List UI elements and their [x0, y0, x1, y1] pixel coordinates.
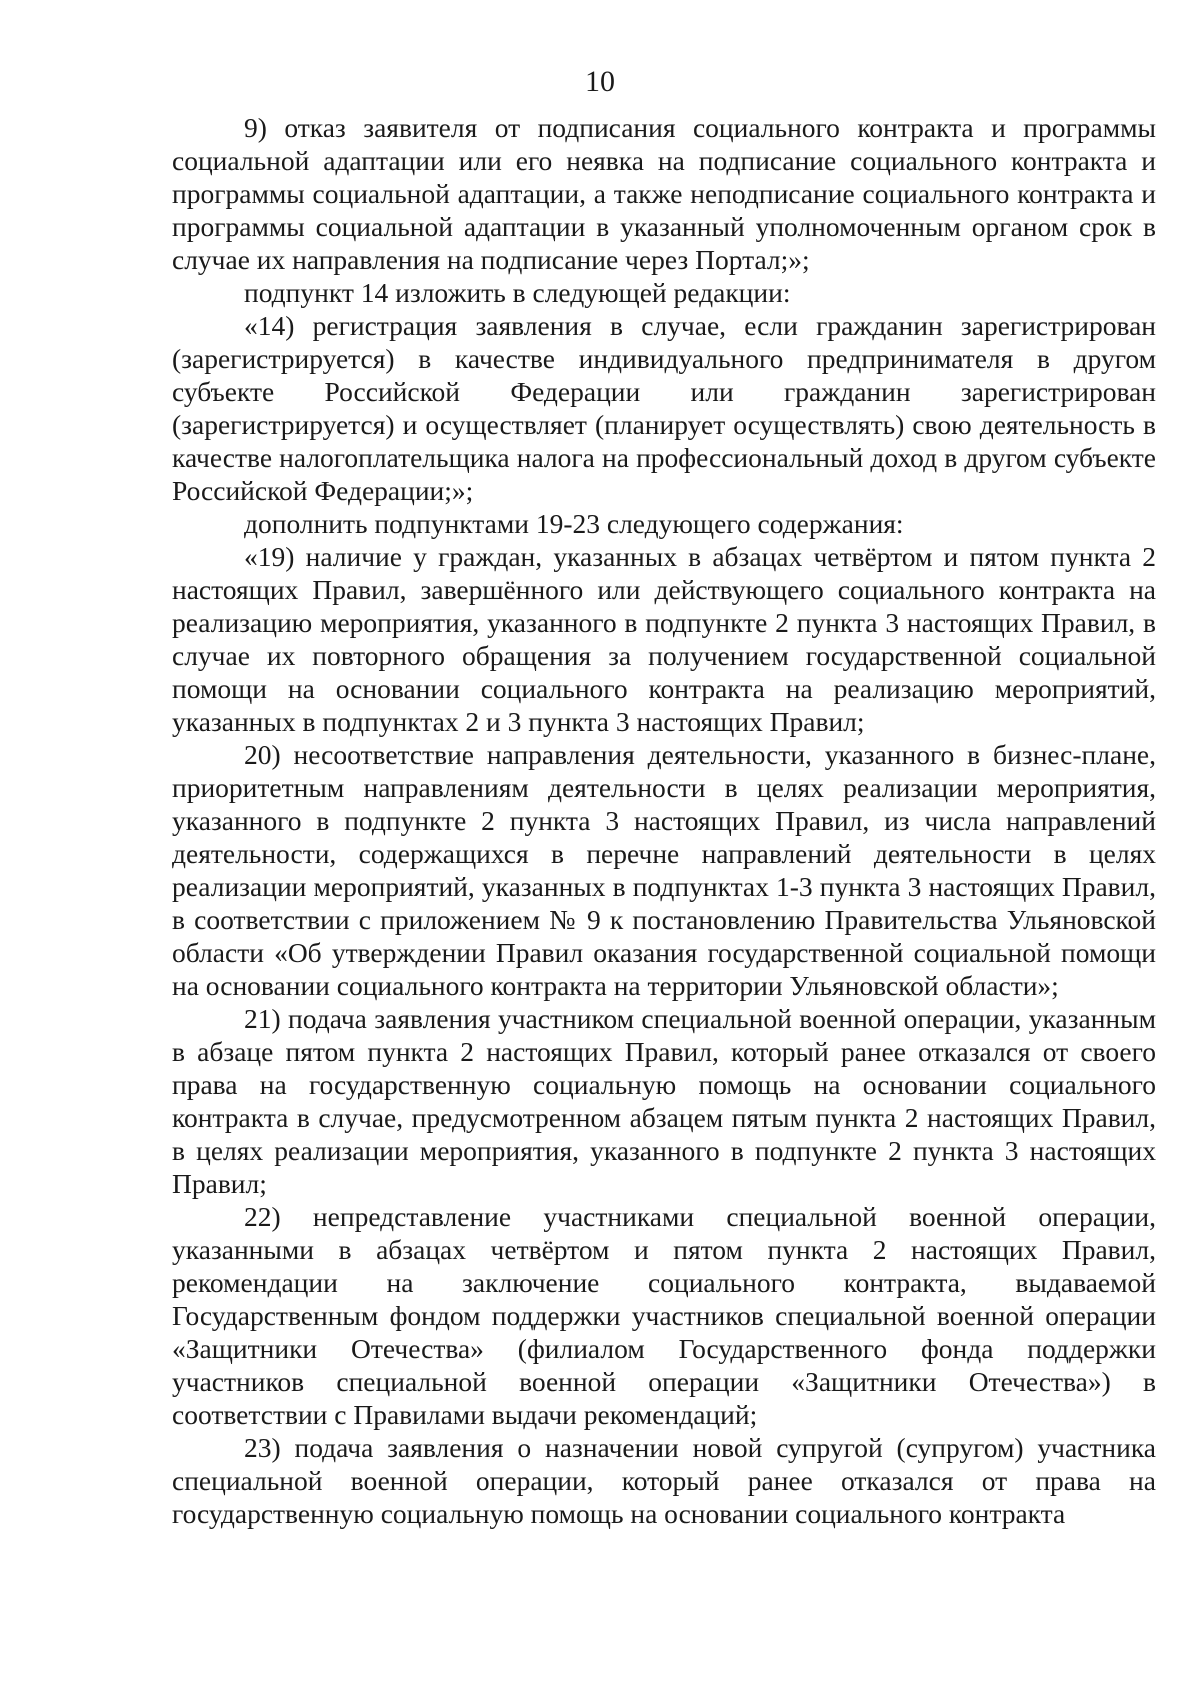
paragraph-instruction-19-23: дополнить подпунктами 19-23 следующего содержания:: [244, 508, 904, 539]
paragraph-item-14: «14) регистрация заявления в случае, если гражданин зарегистрирован (зарегистрируется) в качестве индивидуального предпринимателя в другом субъекте Российской Федерации или гражданин зарегистрирован (зарегистрируется) и осуществляет (планирует осуществлять) свою деятельность в качестве налогоплательщика налога на профессиональный доход в другом субъекте Российской Федерации;»;: [172, 310, 1156, 506]
page-number: 10: [585, 65, 615, 98]
paragraph-item-9: 9) отказ заявителя от подписания социального контракта и программы социальной адаптации или его неявка на подписание социального контракта и программы социальной адаптации, а также неподписание социального контракта и программы социальной адаптации в указанный уполномоченным органом срок в случае их направления на подписание через Портал;»;: [172, 112, 1156, 275]
paragraph-item-21: 21) подача заявления участником специальной военной операции, указанным в абзаце пятом пункта 2 настоящих Правил, который ранее отказался от своего права на государственную социальную помощь на основании социального контракта в случае, предусмотренном абзацем пятым пункта 2 настоящих Правил, в целях реализации мероприятия, указанного в подпункте 2 пункта 3 настоящих Правил;: [172, 1003, 1156, 1199]
paragraph-item-19: «19) наличие у граждан, указанных в абзацах четвёртом и пятом пункта 2 настоящих Правил, завершённого или действующего социального контракта на реализацию мероприятия, указанного в подпункте 2 пункта 3 настоящих Правил, в случае их повторного обращения за получением государственной социальной помощи на основании социального контракта на реализацию мероприятий, указанных в подпунктах 2 и 3 пункта 3 настоящих Правил;: [172, 541, 1156, 737]
paragraph-instruction-14: подпункт 14 изложить в следующей редакции:: [244, 277, 791, 308]
paragraph-item-20: 20) несоответствие направления деятельности, указанного в бизнес-плане, приоритетным направлениям деятельности в целях реализации мероприятия, указанного в подпункте 2 пункта 3 настоящих Правил, из числа направлений деятельности, содержащихся в перечне направлений деятельности в целях реализации мероприятий, указанных в подпунктах 1-3 пункта 3 настоящих Правил, в соответствии с приложением № 9 к постановлению Правительства Ульяновской области «Об утверждении Правил оказания государственной социальной помощи на основании социального контракта на территории Ульяновской области»;: [172, 739, 1156, 1001]
document-body: [172, 111, 1156, 1530]
paragraph-item-22: 22) непредставление участниками специальной военной операции, указанными в абзацах четвёртом и пятом пункта 2 настоящих Правил, рекомендации на заключение социального контракта, выдаваемой Государственным фондом поддержки участников специальной военной операции «Защитники Отечества» (филиалом Государственного фонда поддержки участников специальной военной операции «Защитники Отечества») в соответствии с Правилами выдачи рекомендаций;: [172, 1201, 1156, 1430]
paragraph-item-23: 23) подача заявления о назначении новой супругой (супругом) участника специальной военной операции, который ранее отказался от права на государственную социальную помощь на основании социального контракта: [172, 1432, 1156, 1529]
